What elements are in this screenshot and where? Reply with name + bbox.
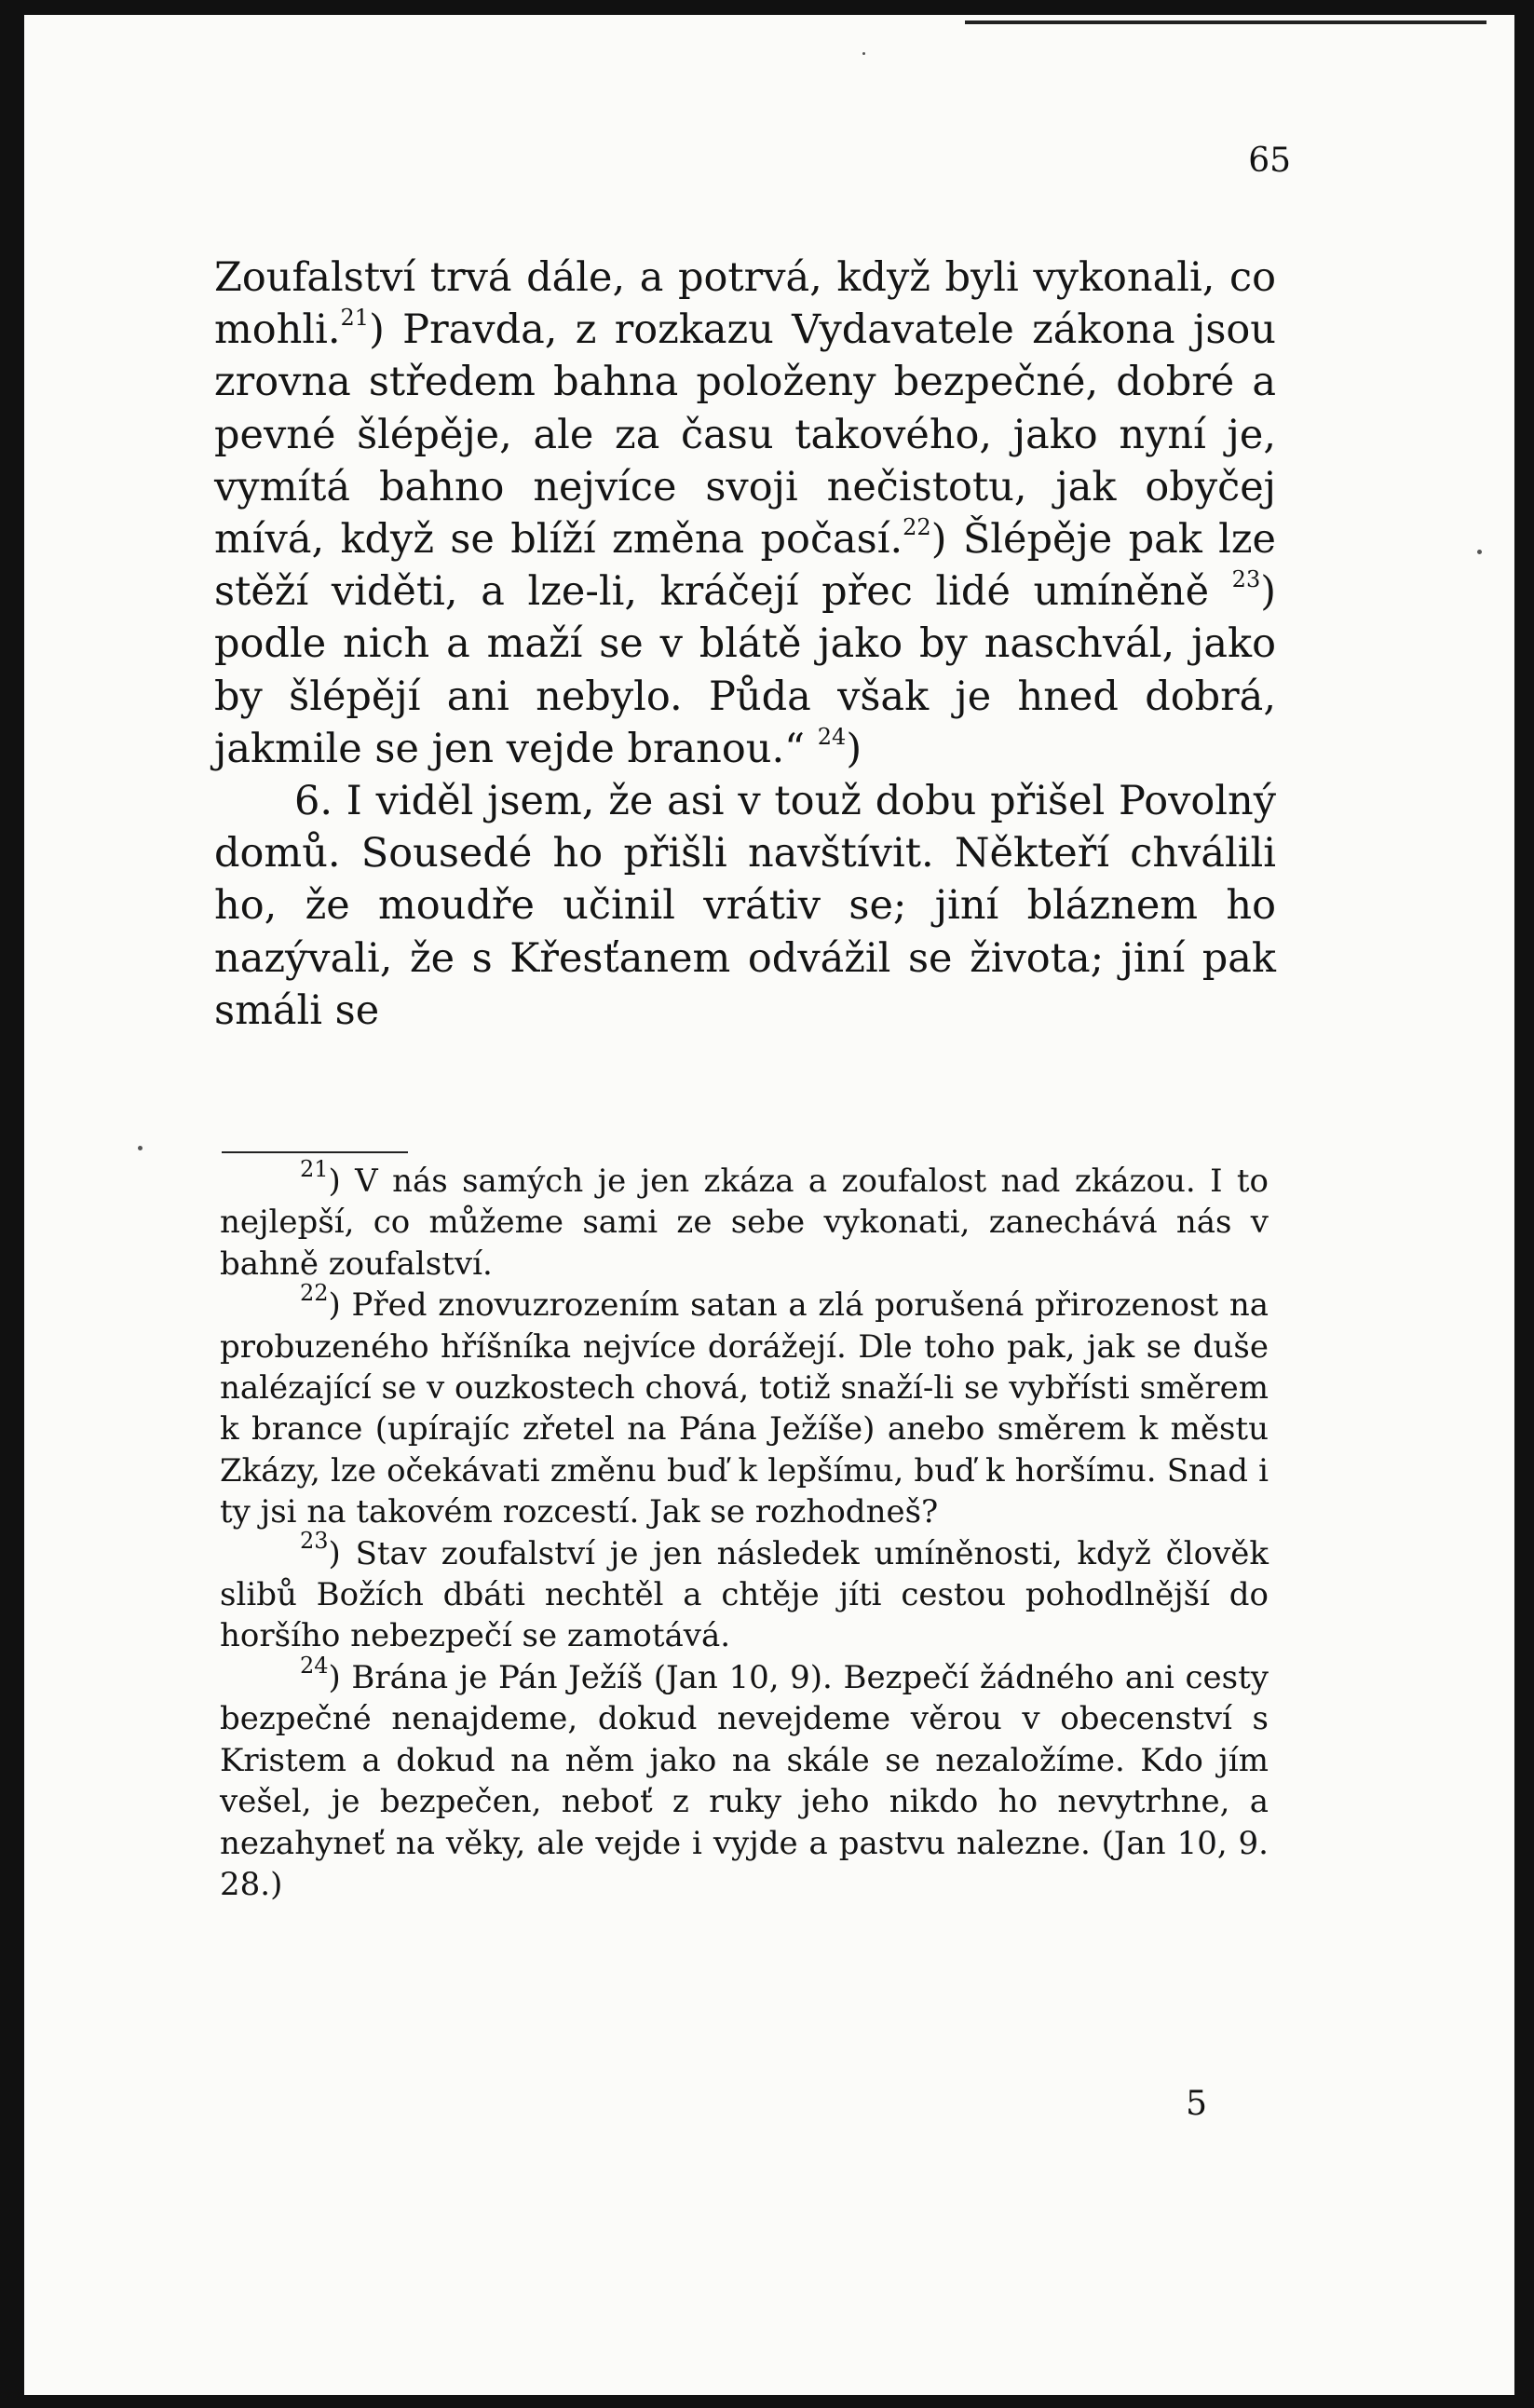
footnote-divider bbox=[222, 1151, 408, 1153]
footnote-ref-22: 22 bbox=[903, 513, 931, 540]
footnote-marker: 22 bbox=[300, 1279, 329, 1306]
footnote-22 bbox=[220, 1279, 1269, 1532]
paragraph-2: 6. I viděl jsem, že asi v touž dobu přišel Povolný domů. Sousedé ho přišli navštívit. Někteří chválili ho, že moudře učinil vrátiv se; jiní bláznem ho nazývali, že s Křesťanem odvážil se života; jiní pak smáli se bbox=[214, 778, 1276, 1034]
footnote-marker: 21 bbox=[300, 1155, 329, 1182]
text-segment: Zoufalství trvá dále, a potrvá, když byli vykonali, co mohli. bbox=[214, 254, 1276, 354]
footnote-text: ) Před znovuzrozením satan a zlá porušená přirozenost na probuzeného hříšníka nejvíce dorážejí. Dle toho pak, jak se duše nalézající se v ouzkostech chová, totiž snaží-li se vybřísti směrem k brance (upírajíc zřetel na Pána Ježíše) anebo směrem k městu Zkázy, lze očekávati změnu buď k lepšímu, buď k horšímu. Snad i ty jsi na takovém rozcestí. Jak se rozhodneš? bbox=[220, 1286, 1269, 1531]
footnote-ref-21: 21 bbox=[340, 304, 370, 331]
footnote-24 bbox=[220, 1652, 1269, 1905]
footnote-text: ) V nás samých je jen zkáza a zoufalost nad zkázou. I to nejlepší, co můžeme sami ze sebe vykonati, zanechává nás v bahně zoufalství. bbox=[220, 1163, 1269, 1283]
text-segment: ) Pravda, z rozkazu Vydavatele zákona jsou zrovna středem bahna položeny bezpečné, dobré a pevné šlépěje, ale za času takového, jako nyní je, vymítá bahno nejvíce svoji nečistotu, jak obyčej mívá, když se blíží změna počasí. bbox=[214, 306, 1276, 564]
text-segment: ) bbox=[846, 725, 862, 772]
text-segment: ) Šlépěje pak lze stěží viděti, a lze-li, kráčejí přec lidé umíněně bbox=[214, 516, 1276, 616]
footnote-marker: 23 bbox=[300, 1528, 329, 1555]
footnote-ref-23: 23 bbox=[1231, 565, 1261, 592]
footnote-21 bbox=[220, 1155, 1269, 1285]
paper-speck bbox=[1477, 550, 1482, 554]
footnotes bbox=[220, 1155, 1269, 1905]
paragraph-1 bbox=[214, 252, 1276, 775]
signature-mark: 5 bbox=[1186, 2085, 1207, 2123]
page-number: 65 bbox=[1248, 142, 1291, 180]
book-page bbox=[24, 15, 1514, 2395]
footnote-text: ) Stav zoufalství je jen následek umíněnosti, když člověk slibů Božích dbáti nechtěl a chtěje jíti cestou pohodlnější do horšího nebezpečí se zamotává. bbox=[220, 1534, 1269, 1655]
page-edge-line bbox=[965, 20, 1486, 24]
footnote-23 bbox=[220, 1528, 1269, 1657]
text-segment: ) podle nich a maží se v blátě jako by naschvál, jako by šlépějí ani nebylo. Půda však je hned dobrá, jakmile se jen vejde branou.“ bbox=[214, 568, 1276, 772]
footnote-ref-24: 24 bbox=[817, 723, 847, 750]
main-text bbox=[214, 252, 1276, 1037]
footnote-text: ) Brána je Pán Ježíš (Jan 10, 9). Bezpečí žádného ani cesty bezpečné nenajdeme, dokud nevejdeme věrou v obecenství s Kristem a dokud na něm jako na skále se nezaložíme. Kdo jím vešel, je bezpečen, neboť z ruky jeho nikdo ho nevytrhne, a nezahyneť na věky, ale vejde i vyjde a pastvu nalezne. (Jan 10, 9. 28.) bbox=[220, 1658, 1269, 1903]
paper-speck bbox=[862, 52, 865, 55]
footnote-marker: 24 bbox=[300, 1652, 329, 1679]
paper-speck bbox=[138, 1146, 143, 1150]
